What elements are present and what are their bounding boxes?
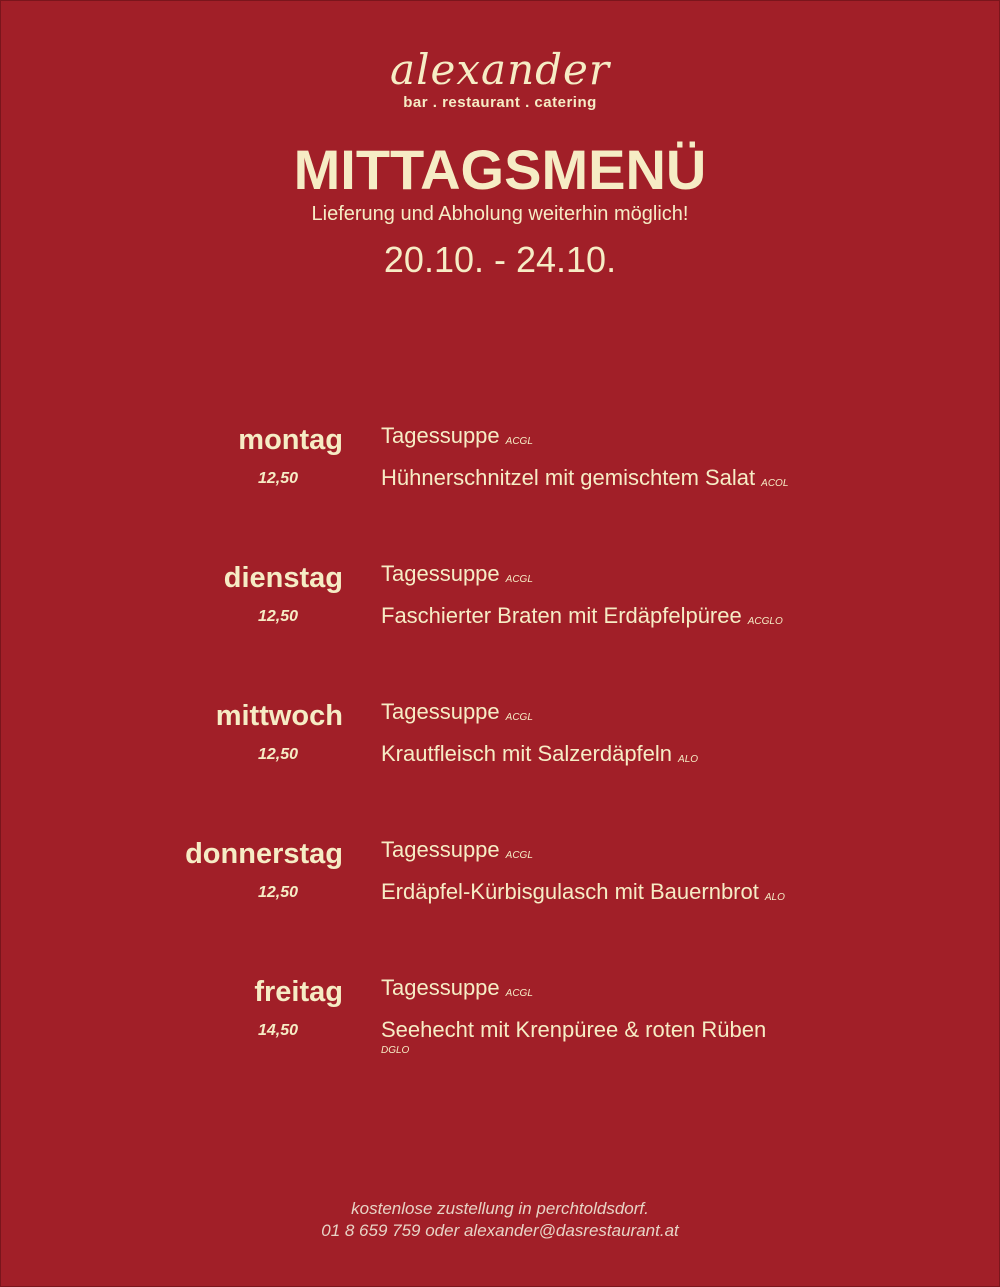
main-dish-name: Seehecht mit Krenpüree & roten Rüben bbox=[381, 1017, 767, 1042]
allergen-code: ACGL bbox=[505, 436, 533, 447]
day-name: freitag bbox=[254, 976, 343, 1008]
allergen-code: ACGL bbox=[505, 574, 533, 585]
day-block-dienstag bbox=[0, 561, 1000, 661]
day-block-mittwoch bbox=[0, 699, 1000, 799]
allergen-code: ACGL bbox=[505, 850, 533, 861]
footer-delivery-note: kostenlose zustellung in perchtoldsdorf. bbox=[351, 1199, 649, 1218]
day-name: montag bbox=[238, 424, 343, 456]
soup-name: Tagessuppe bbox=[381, 837, 500, 862]
day-block-freitag bbox=[0, 975, 1000, 1075]
brand-name: alexander bbox=[390, 45, 610, 94]
menu-subtitle: Lieferung und Abholung weiterhin möglich! bbox=[311, 203, 689, 225]
day-name: donnerstag bbox=[185, 838, 343, 870]
main-dish-name: Hühnerschnitzel mit gemischtem Salat bbox=[381, 465, 756, 490]
soup-item bbox=[381, 975, 533, 1007]
allergen-code: ACGL bbox=[505, 712, 533, 723]
footer-contact bbox=[0, 1198, 1000, 1242]
allergen-code: ALO bbox=[678, 754, 699, 765]
main-dish-item bbox=[381, 879, 785, 911]
main-dish-item bbox=[381, 465, 788, 497]
main-dish-name: Krautfleisch mit Salzerdäpfeln bbox=[381, 741, 673, 766]
soup-item bbox=[381, 561, 533, 593]
day-block-donnerstag bbox=[0, 837, 1000, 937]
allergen-code: ALO bbox=[764, 892, 785, 903]
allergen-code: ACGL bbox=[505, 988, 533, 999]
day-price: 14,50 bbox=[257, 1022, 299, 1039]
day-price: 12,50 bbox=[257, 470, 299, 487]
main-dish-item bbox=[381, 1017, 766, 1043]
day-block-montag bbox=[0, 423, 1000, 523]
menu-title: MITTAGSMENÜ bbox=[293, 138, 707, 201]
day-name: mittwoch bbox=[215, 700, 343, 732]
menu-dates: 20.10. - 24.10. bbox=[383, 239, 617, 280]
soup-item bbox=[381, 837, 533, 869]
day-name: dienstag bbox=[223, 562, 343, 594]
soup-name: Tagessuppe bbox=[381, 561, 500, 586]
main-dish-item bbox=[381, 603, 783, 635]
brand-tagline: bar . restaurant . catering bbox=[403, 94, 597, 111]
main-dish-name: Erdäpfel-Kürbisgulasch mit Bauernbrot bbox=[381, 879, 759, 904]
day-price: 12,50 bbox=[257, 746, 299, 763]
allergen-code: ACGLO bbox=[747, 616, 783, 627]
day-price: 12,50 bbox=[257, 608, 299, 625]
main-dish-item bbox=[381, 741, 698, 773]
allergen-code: DGLO bbox=[381, 1045, 410, 1056]
main-dish-name: Faschierter Braten mit Erdäpfelpüree bbox=[381, 603, 742, 628]
day-price: 12,50 bbox=[257, 884, 299, 901]
footer-phone-email: 01 8 659 759 oder alexander@dasrestaurant.at bbox=[321, 1221, 679, 1240]
soup-name: Tagessuppe bbox=[381, 423, 500, 448]
brand-logo bbox=[0, 45, 1000, 112]
soup-name: Tagessuppe bbox=[381, 975, 500, 1000]
soup-item bbox=[381, 423, 533, 455]
soup-name: Tagessuppe bbox=[381, 699, 500, 724]
allergen-code: ACOL bbox=[761, 478, 789, 489]
soup-item bbox=[381, 699, 533, 731]
